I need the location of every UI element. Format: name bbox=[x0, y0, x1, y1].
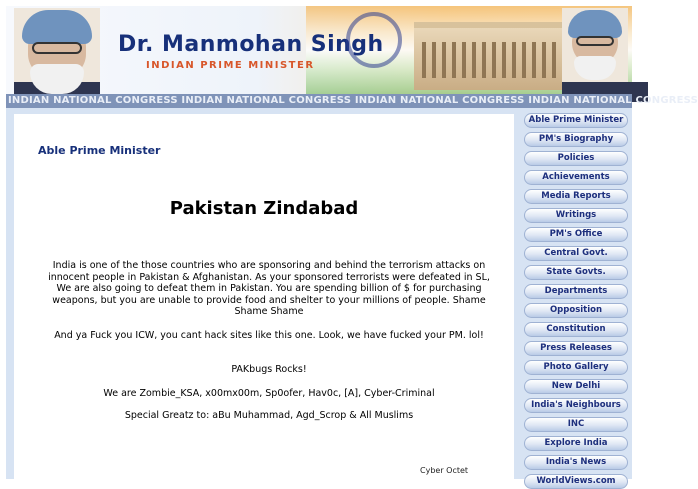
sidebar-nav bbox=[518, 108, 632, 486]
nav-departments[interactable]: Departments bbox=[524, 284, 628, 299]
message-paragraph: We are Zombie_KSA, x00mx00m, Sp0ofer, Hav0c, [A], Cyber-Criminal bbox=[103, 388, 435, 399]
nav-indias-neighbours[interactable]: India's Neighbours bbox=[524, 398, 628, 413]
message-paragraph: PAKbugs Rocks! bbox=[231, 364, 307, 375]
page-headline: Pakistan Zindabad bbox=[169, 198, 359, 219]
party-banner-text: INDIAN NATIONAL CONGRESS INDIAN NATIONAL CONGRESS INDIAN NATIONAL CONGRESS INDIAN NATIONAL CONGRESS bbox=[8, 95, 698, 106]
nav-able-prime-minister[interactable]: Able Prime Minister bbox=[524, 113, 628, 128]
nav-achievements[interactable]: Achievements bbox=[524, 170, 628, 185]
nav-central-govt[interactable]: Central Govt. bbox=[524, 246, 628, 261]
nav-media-reports[interactable]: Media Reports bbox=[524, 189, 628, 204]
nav-worldviews[interactable]: WorldViews.com bbox=[524, 474, 628, 489]
main-content bbox=[14, 114, 514, 485]
nav-writings[interactable]: Writings bbox=[524, 208, 628, 223]
site-header bbox=[6, 6, 632, 94]
nav-indias-news[interactable]: India's News bbox=[524, 455, 628, 470]
nav-policies[interactable]: Policies bbox=[524, 151, 628, 166]
party-banner bbox=[6, 94, 698, 108]
watermark-text: Cyber Octet bbox=[420, 466, 469, 475]
nav-pms-office[interactable]: PM's Office bbox=[524, 227, 628, 242]
message-paragraph: India is one of the those countries who are sponsoring and behind the terrorism attacks on innocent people in Pakistan & Afghanistan. As your sponsored terrorists were defeated in SL, We are also going to defeat them in Pakistan. You are spending billion of $ for purchasing weapons, but you are unable to provide food and shelter to your millions of people. Shame Shame Shame bbox=[48, 260, 490, 317]
nav-pms-biography[interactable]: PM's Biography bbox=[524, 132, 628, 147]
nav-new-delhi[interactable]: New Delhi bbox=[524, 379, 628, 394]
nav-constitution[interactable]: Constitution bbox=[524, 322, 628, 337]
message-paragraph: And ya Fuck you ICW, you cant hack sites like this one. Look, we have fucked your PM. lol! bbox=[54, 330, 484, 341]
nav-explore-india[interactable]: Explore India bbox=[524, 436, 628, 451]
ashoka-chakra-icon bbox=[346, 12, 402, 68]
nav-inc[interactable]: INC bbox=[524, 417, 628, 432]
main-area bbox=[6, 108, 518, 479]
nav-state-govts[interactable]: State Govts. bbox=[524, 265, 628, 280]
nav-photo-gallery[interactable]: Photo Gallery bbox=[524, 360, 628, 375]
nav-opposition[interactable]: Opposition bbox=[524, 303, 628, 318]
page-subtitle: Able Prime Minister bbox=[38, 144, 161, 157]
site-title: Dr. Manmohan Singh bbox=[118, 32, 384, 57]
pm-portrait-right bbox=[562, 8, 628, 94]
page-frame bbox=[6, 6, 698, 486]
pm-portrait-left bbox=[14, 8, 100, 94]
message-paragraph: Special Greatz to: aBu Muhammad, Agd_Scrop & All Muslims bbox=[124, 410, 414, 421]
parliament-image bbox=[414, 22, 564, 90]
nav-press-releases[interactable]: Press Releases bbox=[524, 341, 628, 356]
site-tagline: INDIAN PRIME MINISTER bbox=[146, 60, 315, 71]
